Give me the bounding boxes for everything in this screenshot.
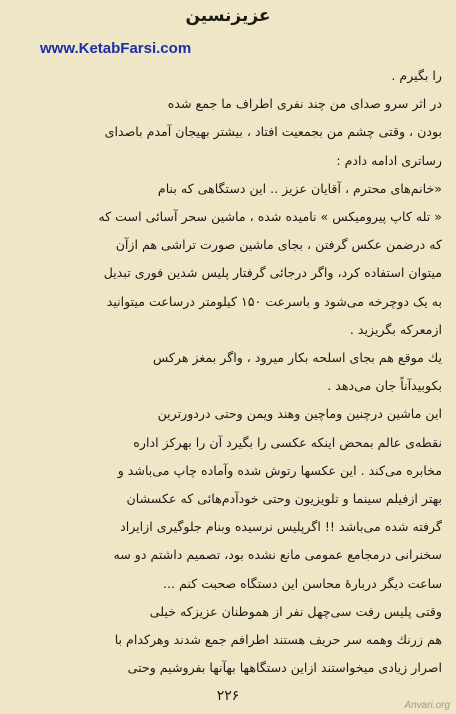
- website-url[interactable]: www.KetabFarsi.com: [40, 40, 192, 57]
- text-line: رساتری ادامه دادم :: [336, 152, 442, 168]
- text-line: گرفته شده می‌باشد !! اگرپلیس نرسیده وبنام جلوگیری ازایراد: [120, 519, 442, 535]
- text-line: در اثر سرو صدای من چند نفری اطراف ما جمع شده: [167, 96, 442, 112]
- text-line: «خانم‌های محترم ، آقایان عزیز .. این دستگاهی که بنام: [157, 180, 442, 196]
- body-text: [12, 62, 442, 682]
- text-line: سخنرانی درمجامع عمومی مانع نشده بود، تصمیم داشتم دو سه: [113, 547, 442, 563]
- text-line: بهتر ازفیلم سینما و تلویزیون وحتی خودآدم‌هائی که عکسشان: [126, 491, 442, 507]
- page-number: ۲۲۶: [216, 688, 240, 704]
- text-line: این ماشین درچنین وماچین وهند ویمن وحتی دردورترین: [157, 406, 442, 422]
- text-line: نقطه‌ی عالم بمحض اینکه عکسی را بگیرد آن را بهرکز اداره: [133, 434, 442, 450]
- text-line: هم زرنك وهمه سر حریف هستند اطرافم جمع شدند وهرکدام با: [114, 632, 442, 648]
- text-line: یك موقع هم بجای اسلحه بکار میرود ، واگر بمغز هرکس: [152, 350, 442, 366]
- page-title: عزیزنسین: [185, 6, 271, 26]
- text-line: را بگیرم .: [391, 68, 442, 83]
- text-line: بودن ، وقتی چشم من بجمعیت افتاد ، بیشتر بهیجان آمدم باصدای: [104, 124, 442, 140]
- text-line: اصرار زیادی میخواستند ازاین دستگاهها بهآنها بفروشیم وحتی: [127, 660, 442, 676]
- text-line: مخابره می‌کند . این عکسها رتوش شده وآماده چاپ می‌باشد و: [117, 462, 442, 478]
- text-line: میتوان استفاده کرد، واگر درجائی گرفتار پلیس شدین فوری تبدیل: [103, 265, 442, 281]
- text-line: ساعت دیگر دربارهٔ محاسن این دستگاه صحبت کنم ...: [163, 575, 442, 591]
- text-line: ازمعرکه بگریزید .: [349, 321, 442, 337]
- text-line: « تله کاپ پیرومیکس » نامیده شده ، ماشین سحر آسائی است که: [98, 209, 442, 225]
- watermark: Anvari.org: [404, 700, 450, 711]
- text-line: که درضمن عکس گرفتن ، بجای ماشین صورت تراشی هم ازآن: [115, 237, 442, 253]
- text-line: بکوبیدآناً جان می‌دهد .: [327, 378, 442, 394]
- text-line: وقتی پلیس رفت سی‌چهل نفر از هموطنان عزیزکه خیلی: [149, 603, 442, 619]
- text-line: به یک دوچرخه می‌شود و باسرعت ۱۵۰ کیلومتر درساعت میتوانید: [106, 293, 442, 309]
